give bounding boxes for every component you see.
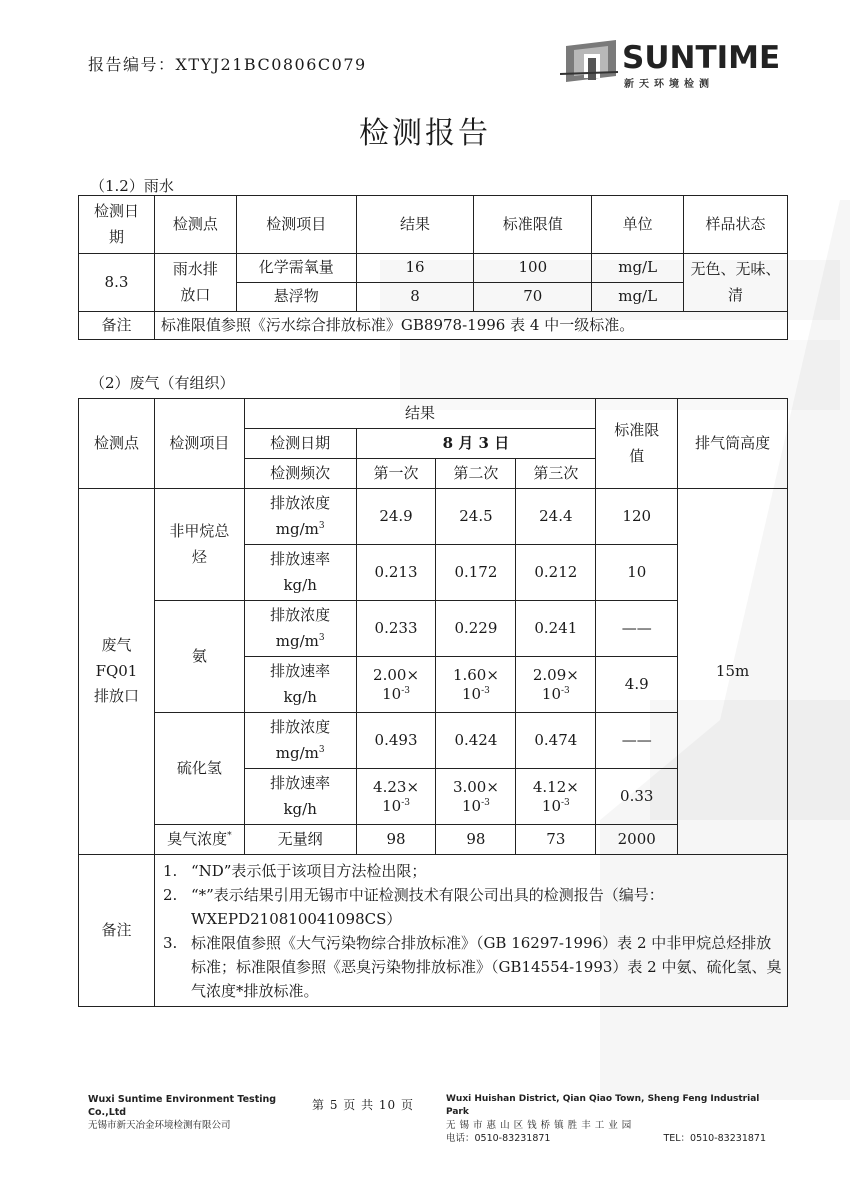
logo-text: SUNTIME (622, 40, 781, 76)
limit-cell: 0.33 (596, 769, 678, 825)
rain-table (78, 195, 788, 340)
pollutant-name: 非甲烷总烃 (154, 489, 244, 601)
limit-cell: 10 (596, 545, 678, 601)
conc-label: 排放浓度 $mg/m^3$ (244, 601, 356, 657)
value-cell: 24.9 (356, 489, 436, 545)
gas-time-3: 第三次 (516, 459, 596, 489)
gas-header-item: 检测项目 (154, 399, 244, 489)
rain-date: 8.3 (79, 254, 155, 312)
header-result: 结果 (356, 196, 474, 254)
value-cell: 73 (516, 825, 596, 855)
rate-label: 排放速率 kg/h (244, 769, 356, 825)
value-cell: 1.60× $10^{-3}$ (436, 657, 516, 713)
rain-limit: 70 (474, 283, 592, 312)
stack-height: 15m (678, 489, 788, 855)
conc-label: 排放浓度 $mg/m^3$ (244, 713, 356, 769)
pollutant-name: 硫化氢 (154, 713, 244, 825)
gas-table (78, 398, 788, 1007)
page-number: 第 5 页 共 10 页 (312, 1098, 414, 1112)
rain-limit: 100 (474, 254, 592, 283)
odor-item: 无量纲 (244, 825, 356, 855)
section-title-gas: （2）废气（有组织） (90, 374, 235, 392)
value-cell: 0.212 (516, 545, 596, 601)
conc-label: 排放浓度 $mg/m^3$ (244, 489, 356, 545)
limit-cell: —— (596, 601, 678, 657)
limit-cell: 2000 (596, 825, 678, 855)
limit-cell: 120 (596, 489, 678, 545)
company-logo (560, 38, 781, 90)
value-cell: 2.00× $10^{-3}$ (356, 657, 436, 713)
footer-phone-row (446, 1132, 766, 1145)
rain-remark: 标准限值参照《污水综合排放标准》GB8978-1996 表 4 中一级标准。 (154, 312, 787, 340)
note-item: 3. 标准限值参照《大气污染物综合排放标准》（GB 16297-1996）表 2 中非甲烷总烃排放标准；标准限值参照《恶臭污染物排放标准》（GB14554-1993）表 2 中氨、硫化氢、臭气浓度*排放标准。 (162, 933, 782, 1000)
value-cell: 3.00× $10^{-3}$ (436, 769, 516, 825)
gas-point: 废气FQ01 排放口 (79, 489, 155, 855)
gas-time-1: 第一次 (356, 459, 436, 489)
value-cell: 0.229 (436, 601, 516, 657)
note-item: 2. “*”表示结果引用无锡市中证检测技术有限公司出具的检测报告（编号：WXEPD210810041098CS） (162, 885, 664, 928)
value-cell: 0.474 (516, 713, 596, 769)
value-cell: 2.09× $10^{-3}$ (516, 657, 596, 713)
rain-unit: mg/L (592, 254, 684, 283)
header-point: 检测点 (154, 196, 236, 254)
gas-header-point: 检测点 (79, 399, 155, 489)
value-cell: 0.241 (516, 601, 596, 657)
rain-unit: mg/L (592, 283, 684, 312)
page-title: 检测报告 (359, 116, 491, 151)
footer-address-cn: 无 锡 市 惠 山 区 钱 桥 镇 胜 丰 工 业 园 (446, 1120, 632, 1131)
value-cell: 0.424 (436, 713, 516, 769)
rain-remark-label: 备注 (79, 312, 155, 340)
value-cell: 4.12× $10^{-3}$ (516, 769, 596, 825)
header-state: 样品状态 (684, 196, 788, 254)
header-limit: 标准限值 (474, 196, 592, 254)
value-cell: 0.213 (356, 545, 436, 601)
pollutant-name: 氨 (154, 601, 244, 713)
gas-header-limit: 标准限值 (596, 399, 678, 489)
gas-freq-label: 检测频次 (244, 459, 356, 489)
limit-cell: 4.9 (596, 657, 678, 713)
value-cell: 4.23× $10^{-3}$ (356, 769, 436, 825)
rate-label: 排放速率 kg/h (244, 545, 356, 601)
rain-state: 无色、无味、清 (684, 254, 788, 312)
value-cell: 24.4 (516, 489, 596, 545)
footer-left (88, 1093, 308, 1132)
rate-label: 排放速率 kg/h (244, 657, 356, 713)
rain-result: 16 (356, 254, 474, 283)
footer-phone-cn: 电话：0510-83231871 (446, 1133, 551, 1144)
rain-item: 悬浮物 (236, 283, 356, 312)
pollutant-name-odor: 臭气浓度* (154, 825, 244, 855)
footer-company-cn: 无锡市新天冶金环境检测有限公司 (88, 1120, 231, 1131)
value-cell: 98 (436, 825, 516, 855)
logo-mark-icon (560, 38, 620, 88)
report-number: 报告编号：XTYJ21BC0806C079 (88, 55, 367, 74)
limit-cell: —— (596, 713, 678, 769)
value-cell: 24.5 (436, 489, 516, 545)
rain-item: 化学需氧量 (236, 254, 356, 283)
rain-point: 雨水排放口 (154, 254, 236, 312)
footer-right (446, 1093, 766, 1145)
gas-header-result: 结果 (244, 399, 596, 429)
gas-time-2: 第二次 (436, 459, 516, 489)
value-cell: 98 (356, 825, 436, 855)
footer-address-en: Wuxi Huishan District, Qian Qiao Town, Sheng Feng Industrial Park (446, 1094, 760, 1117)
header-unit: 单位 (592, 196, 684, 254)
section-title-rain: （1.2）雨水 (90, 177, 174, 195)
footer-phone-en: TEL：0510-83231871 (663, 1133, 766, 1144)
value-cell: 0.233 (356, 601, 436, 657)
header-item: 检测项目 (236, 196, 356, 254)
rain-result: 8 (356, 283, 474, 312)
gas-date: 8 月 3 日 (356, 429, 596, 459)
gas-remark-label: 备注 (79, 855, 155, 1007)
logo-subtext: 新天环境检测 (624, 79, 714, 90)
gas-date-label: 检测日期 (244, 429, 356, 459)
gas-header-height: 排气筒高度 (678, 399, 788, 489)
value-cell: 0.172 (436, 545, 516, 601)
header-date: 检测日期 (79, 196, 155, 254)
value-cell: 0.493 (356, 713, 436, 769)
gas-notes (154, 855, 787, 1007)
footer-company-en: Wuxi Suntime Environment Testing Co.,Ltd (88, 1094, 277, 1118)
note-item: 1. “ND”表示低于该项目方法检出限； (162, 861, 427, 880)
